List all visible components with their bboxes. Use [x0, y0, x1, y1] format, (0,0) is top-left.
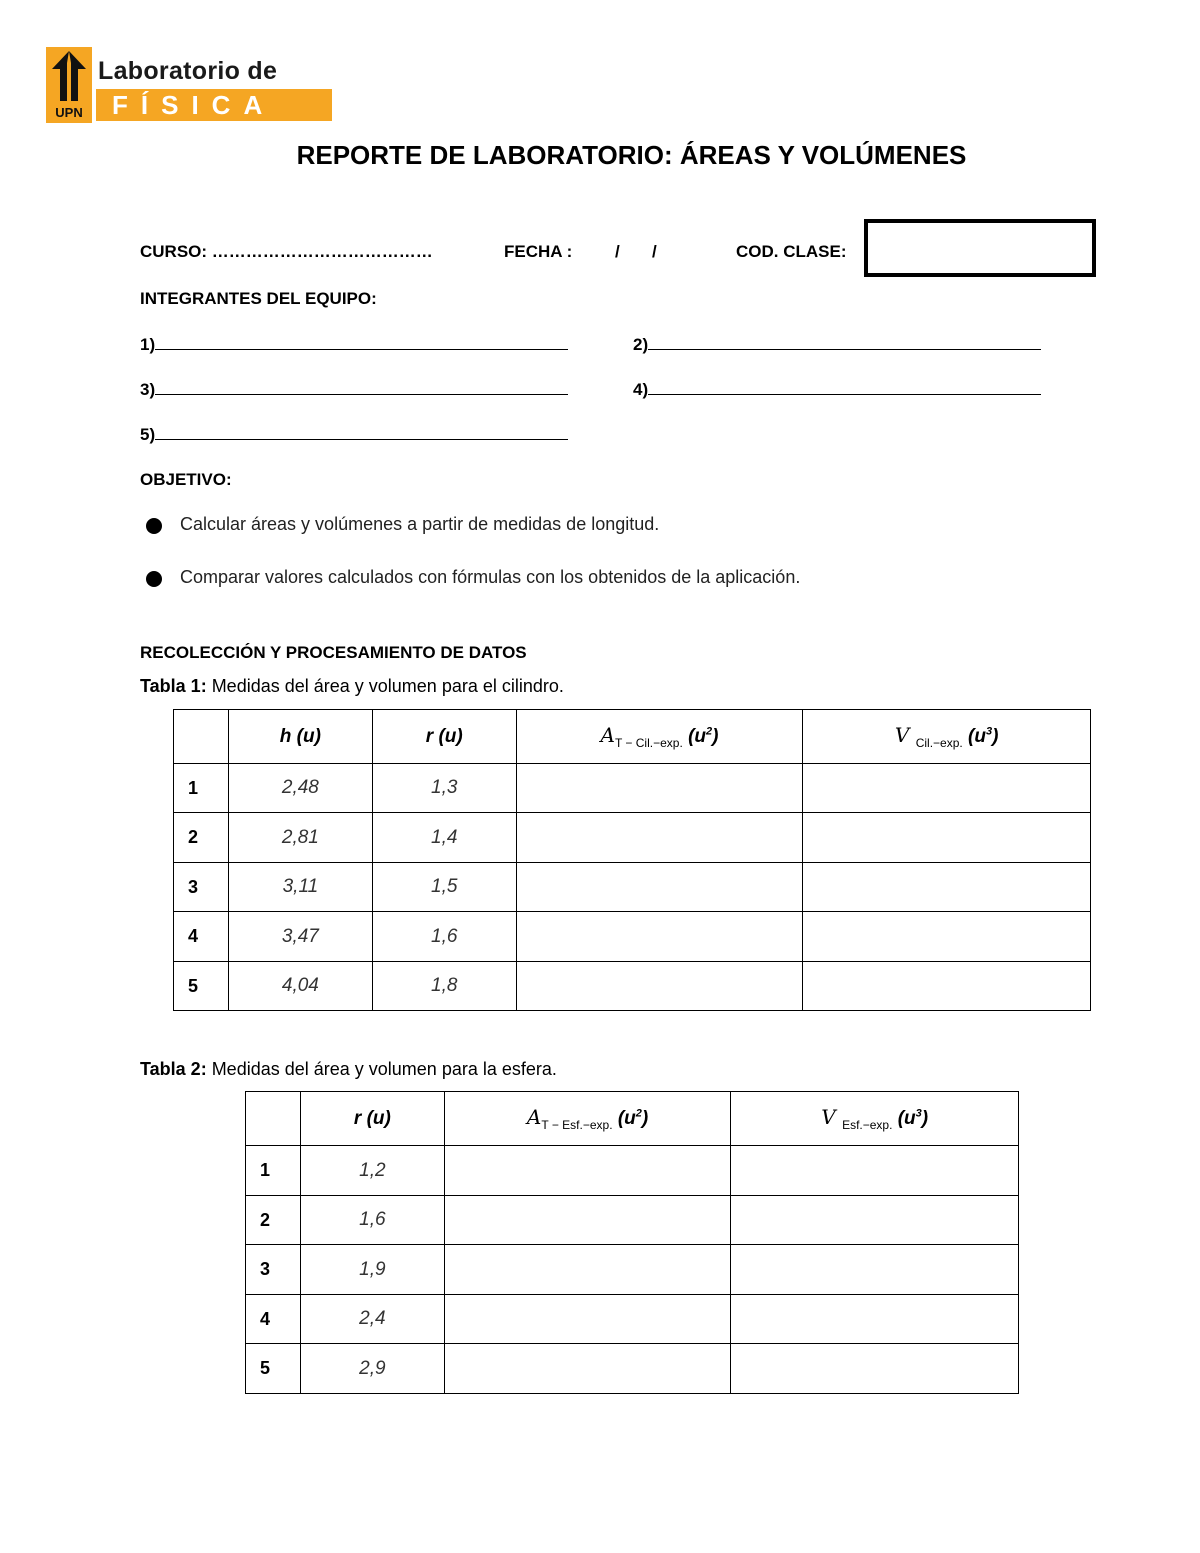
- logo-line2: FÍSICA: [96, 89, 332, 121]
- cell-volume[interactable]: [803, 962, 1091, 1011]
- upn-text: UPN: [55, 105, 83, 120]
- row-index: 5: [174, 962, 229, 1011]
- cell-h: 4,04: [228, 962, 372, 1011]
- table1-caption-label: Tabla 1:: [140, 676, 207, 696]
- lab-logo: [46, 47, 286, 123]
- table-sphere: [245, 1091, 1019, 1394]
- cell-r: 1,4: [372, 813, 516, 863]
- objective-item-1: Calcular áreas y volúmenes a partir de medidas de longitud.: [180, 514, 660, 534]
- volume-subscript: Esf.−exp.: [842, 1118, 893, 1132]
- row-index: 2: [174, 813, 229, 863]
- area-exp: 2: [635, 1107, 642, 1120]
- upn-arrow-icon: [50, 51, 88, 101]
- cell-area[interactable]: [444, 1245, 731, 1295]
- cell-volume[interactable]: [803, 764, 1091, 813]
- member-field-3[interactable]: [140, 380, 568, 400]
- cell-h: 3,47: [228, 912, 372, 962]
- cell-r: 1,6: [300, 1196, 444, 1245]
- table2-caption: [140, 1059, 557, 1080]
- member-number: 2): [633, 335, 649, 354]
- page-title: REPORTE DE LABORATORIO: ÁREAS Y VOLÚMENES: [296, 140, 967, 170]
- cell-volume[interactable]: [803, 912, 1091, 962]
- data-section-heading: RECOLECCIÓN Y PROCESAMIENTO DE DATOS: [140, 643, 527, 662]
- cell-r: 2,9: [300, 1344, 444, 1394]
- fecha-sep-1: /: [615, 242, 620, 261]
- member-line: [648, 335, 1041, 350]
- cell-volume[interactable]: [731, 1295, 1019, 1344]
- cell-area[interactable]: [444, 1146, 731, 1196]
- team-label: INTEGRANTES DEL EQUIPO:: [140, 289, 377, 308]
- table-row: [174, 962, 1091, 1011]
- area-unit: (u: [688, 726, 706, 747]
- table1-caption: [140, 676, 564, 697]
- volume-exp: 3: [915, 1107, 922, 1120]
- table-row: [174, 813, 1091, 863]
- row-index: 4: [174, 912, 229, 962]
- table-row: [246, 1295, 1019, 1344]
- member-line: [155, 335, 568, 350]
- curso-dots: …………………………………: [211, 242, 433, 261]
- table-row: [174, 863, 1091, 912]
- table-cylinder: [173, 709, 1091, 1011]
- header-area: $A_{T - Esf.-exp.}$ $(u^2)$: [444, 1092, 731, 1146]
- member-field-4[interactable]: [633, 380, 1041, 400]
- table-row: [246, 1146, 1019, 1196]
- area-symbol: A: [526, 1105, 542, 1129]
- area-symbol: A: [600, 723, 615, 747]
- member-field-2[interactable]: [633, 335, 1041, 355]
- objective-label: OBJETIVO:: [140, 470, 232, 489]
- cell-area[interactable]: [516, 764, 803, 813]
- member-field-5[interactable]: [140, 425, 568, 445]
- bullet-icon: [146, 518, 162, 534]
- header-volume: V $_{Cil.-exp.}$ $(u^3)$: [803, 710, 1091, 764]
- cell-volume[interactable]: [731, 1245, 1019, 1295]
- cell-area[interactable]: [444, 1295, 731, 1344]
- cell-volume[interactable]: [731, 1146, 1019, 1196]
- cell-r: 1,3: [372, 764, 516, 813]
- area-subscript: T − Cil.−exp.: [614, 736, 683, 750]
- logo-line1: Laboratorio de: [98, 57, 278, 85]
- member-number: 4): [633, 380, 649, 399]
- cell-volume[interactable]: [803, 863, 1091, 912]
- cell-h: 2,81: [228, 813, 372, 863]
- fecha-label: FECHA :: [504, 242, 573, 261]
- volume-exp: 3: [985, 725, 993, 738]
- header-h: h (u): [228, 710, 372, 764]
- upn-mark: [46, 47, 92, 123]
- member-line: [648, 380, 1041, 395]
- row-index: 1: [174, 764, 229, 813]
- cell-volume[interactable]: [731, 1196, 1019, 1245]
- member-number: 5): [140, 425, 156, 444]
- cell-area[interactable]: [444, 1344, 731, 1394]
- table2-caption-text: Medidas del área y volumen para la esfera.: [206, 1059, 557, 1079]
- objective-item-2: Comparar valores calculados con fórmulas con los obtenidos de la aplicación.: [180, 567, 801, 587]
- table1-caption-text: Medidas del área y volumen para el cilindro.: [206, 676, 564, 696]
- header-volume: V $_{Esf.-exp.}$ $(u^3)$: [731, 1092, 1019, 1146]
- cell-area[interactable]: [444, 1196, 731, 1245]
- curso-label: CURSO:: [140, 242, 208, 261]
- member-number: 1): [140, 335, 156, 354]
- cod-clase-label: COD. CLASE:: [736, 242, 847, 261]
- row-index: 1: [246, 1146, 301, 1196]
- cell-r: 1,8: [372, 962, 516, 1011]
- volume-subscript: Cil.−exp.: [915, 736, 963, 750]
- cell-area[interactable]: [516, 863, 803, 912]
- curso-field[interactable]: [140, 242, 433, 262]
- fecha-sep-2: /: [652, 242, 657, 261]
- header-r: r (u): [300, 1092, 444, 1146]
- header-r: r (u): [372, 710, 516, 764]
- member-field-1[interactable]: [140, 335, 568, 355]
- cell-area[interactable]: [516, 962, 803, 1011]
- table-row: [246, 1344, 1019, 1394]
- member-number: 3): [140, 380, 156, 399]
- cod-clase-box[interactable]: [864, 219, 1096, 277]
- table2-caption-label: Tabla 2:: [140, 1059, 207, 1079]
- cell-area[interactable]: [516, 912, 803, 962]
- member-line: [155, 425, 568, 440]
- table-row: [246, 1196, 1019, 1245]
- cell-volume[interactable]: [731, 1344, 1019, 1394]
- table-row: [174, 912, 1091, 962]
- cell-h: 2,48: [228, 764, 372, 813]
- table-row: [174, 764, 1091, 813]
- table-row: [246, 1245, 1019, 1295]
- header-area: $A_{T - Cil.-exp.}$ $(u^2)$: [516, 710, 803, 764]
- row-index: 3: [174, 863, 229, 912]
- cell-r: 2,4: [300, 1295, 444, 1344]
- cell-r: 1,6: [372, 912, 516, 962]
- cell-r: 1,9: [300, 1245, 444, 1295]
- table-header-row: [174, 710, 1091, 764]
- volume-unit: (u: [968, 726, 986, 747]
- row-index: 2: [246, 1196, 301, 1245]
- area-subscript: T − Esf.−exp.: [541, 1118, 613, 1132]
- volume-symbol: V: [821, 1105, 836, 1129]
- row-index: 3: [246, 1245, 301, 1295]
- volume-unit: (u: [897, 1108, 916, 1129]
- header-index: [246, 1092, 301, 1146]
- row-index: 4: [246, 1295, 301, 1344]
- row-index: 5: [246, 1344, 301, 1394]
- area-exp: 2: [706, 725, 713, 738]
- bullet-icon: [146, 571, 162, 587]
- cell-volume[interactable]: [803, 813, 1091, 863]
- cell-area[interactable]: [516, 813, 803, 863]
- table-header-row: [246, 1092, 1019, 1146]
- header-index: [174, 710, 229, 764]
- area-unit: (u: [617, 1108, 636, 1129]
- volume-symbol: V: [894, 723, 910, 747]
- cell-h: 3,11: [228, 863, 372, 912]
- cell-r: 1,2: [300, 1146, 444, 1196]
- cell-r: 1,5: [372, 863, 516, 912]
- member-line: [155, 380, 568, 395]
